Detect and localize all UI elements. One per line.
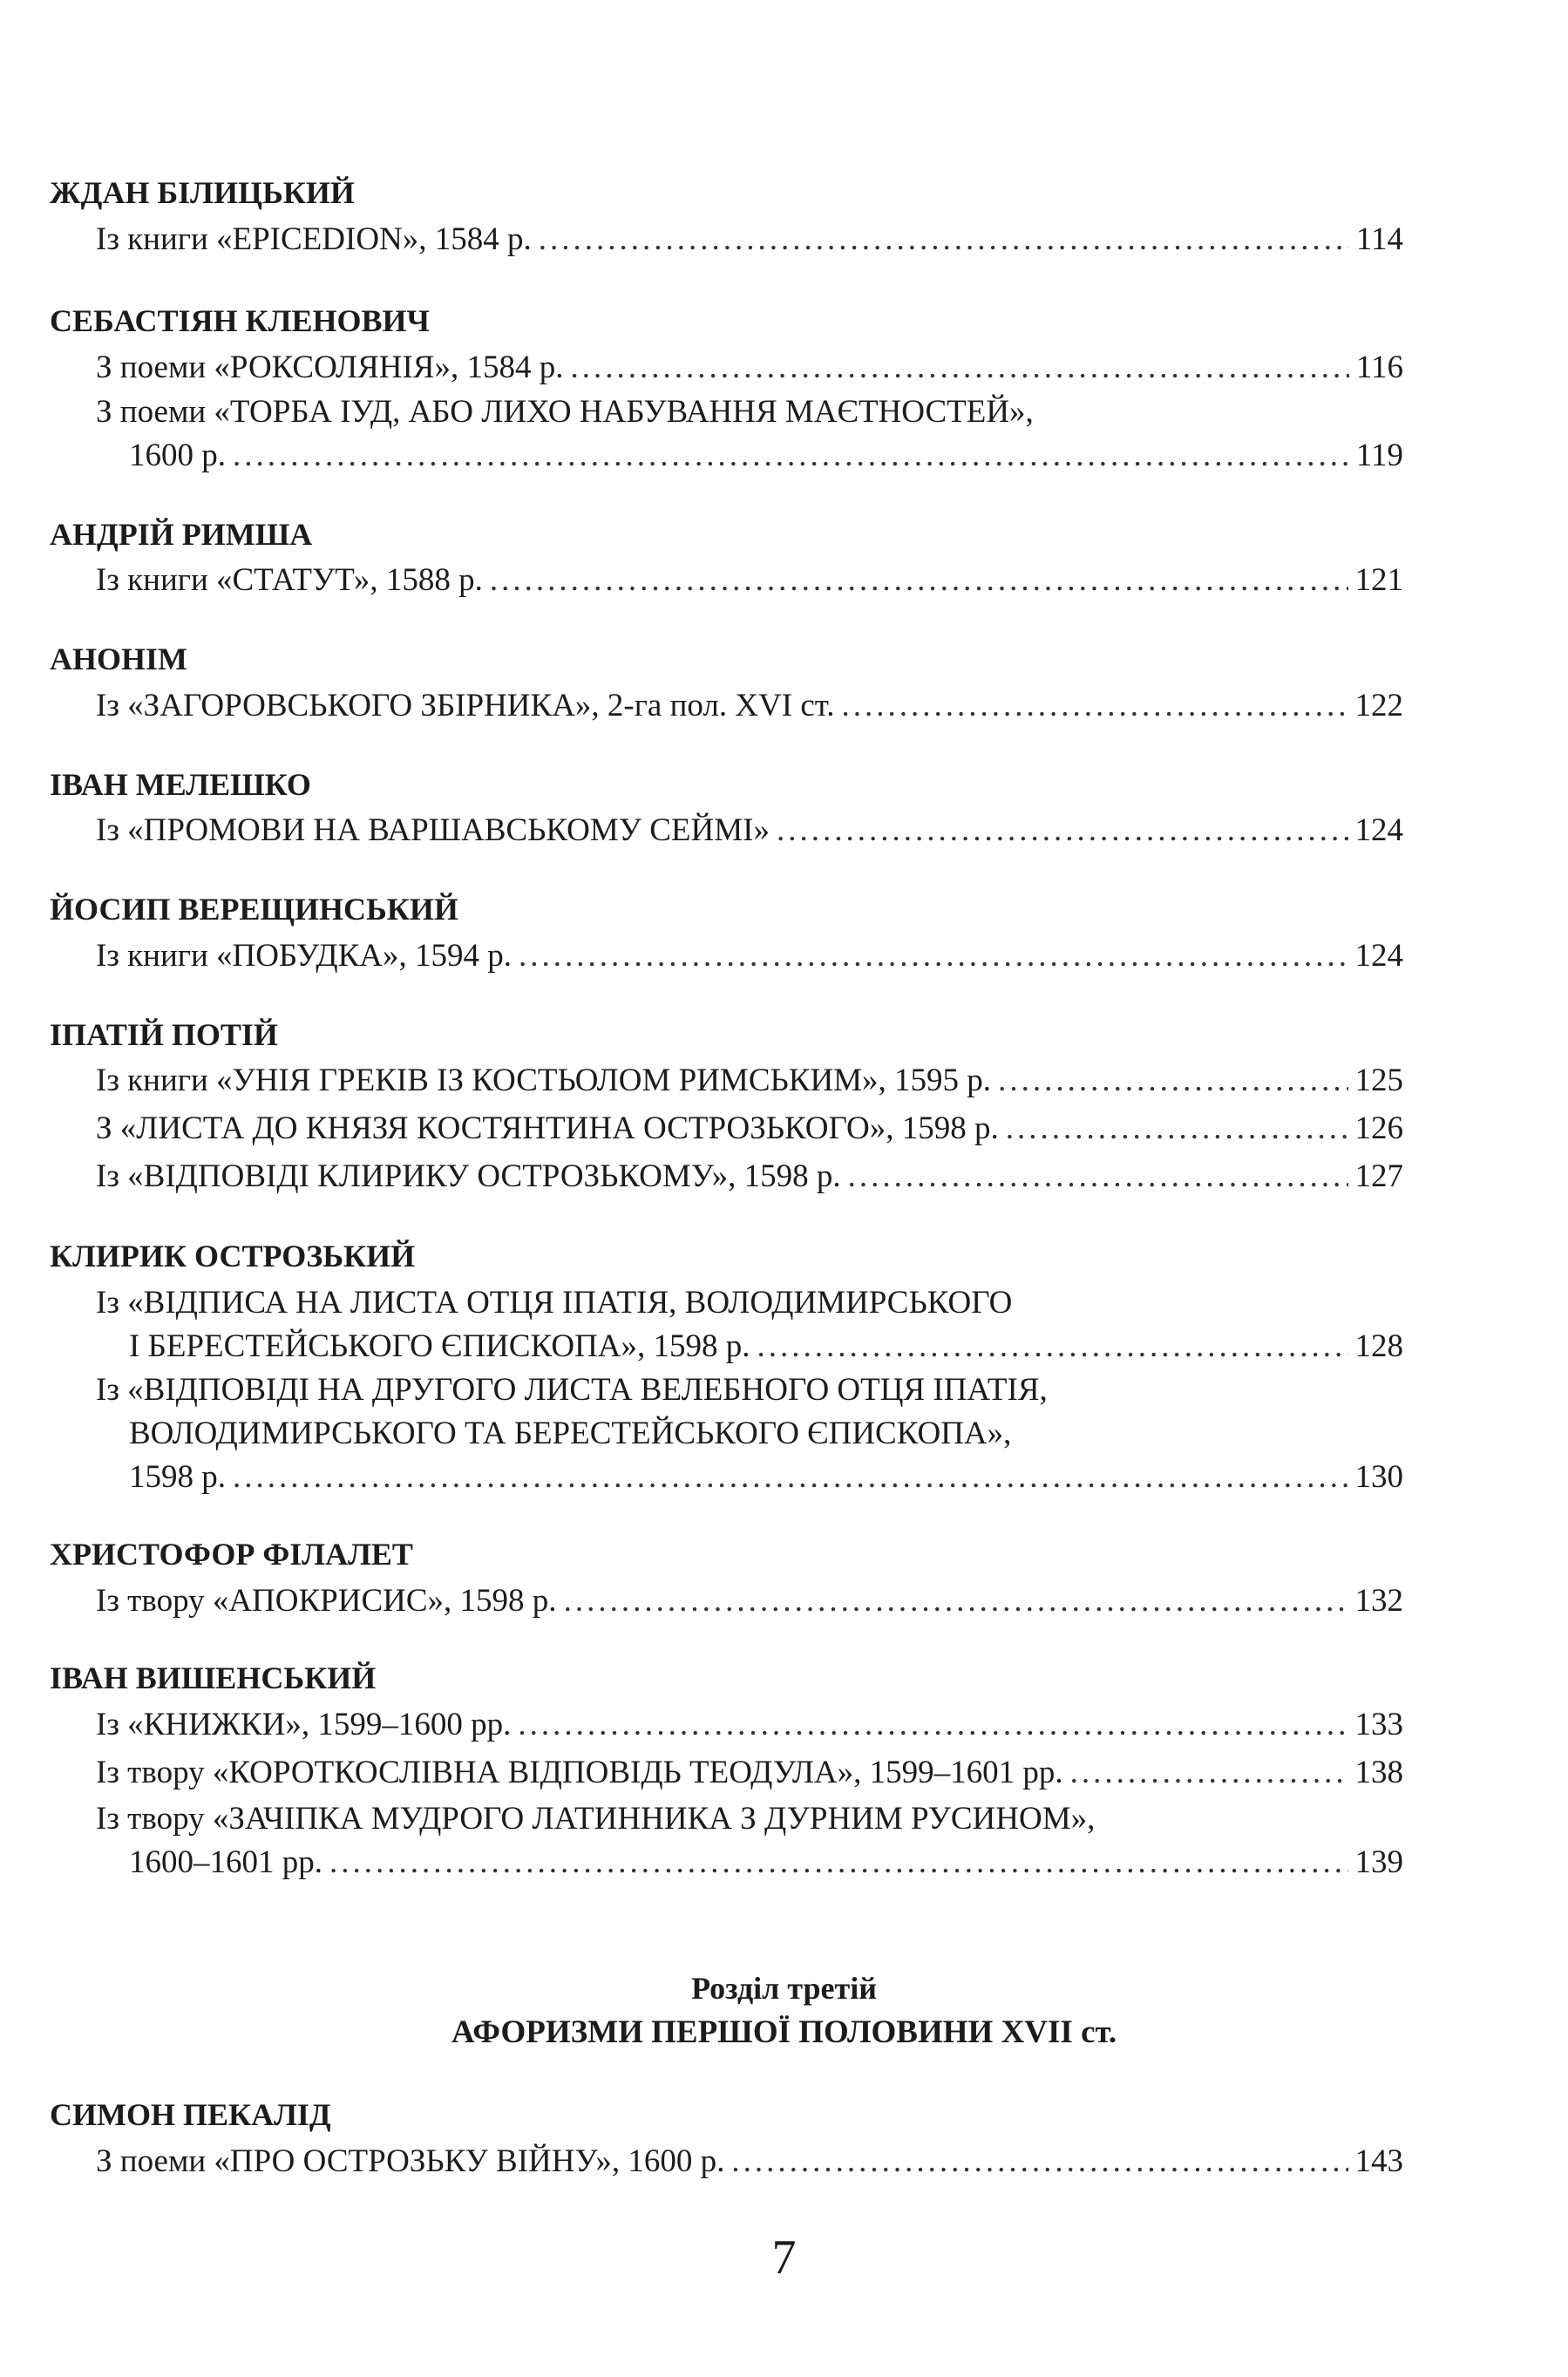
dot-leader bbox=[490, 559, 1348, 602]
section-title: АФОРИЗМИ ПЕРШОЇ ПОЛОВИНИ XVII ст. bbox=[451, 2014, 1117, 2050]
entry-title-continued: 1598 р. bbox=[129, 1459, 226, 1495]
entry-title: Із книги «СТАТУТ», 1588 р. bbox=[96, 562, 483, 598]
page-ref: 127 bbox=[1354, 1158, 1403, 1194]
dot-leader bbox=[841, 684, 1347, 728]
page-ref: 124 bbox=[1354, 938, 1403, 974]
entry-title: З поеми «ТОРБА ІУД, АБО ЛИХО НАБУВАННЯ МАЄТНОСТЕЙ», bbox=[96, 394, 1034, 430]
dot-leader bbox=[570, 346, 1348, 390]
section-label: Розділ третій bbox=[691, 1971, 877, 2006]
toc-entry[interactable] bbox=[96, 391, 1403, 478]
toc-entry[interactable] bbox=[96, 1107, 1403, 1151]
page-ref: 125 bbox=[1354, 1063, 1403, 1098]
author-heading: ЖДАН БІЛИЦЬКИЙ bbox=[50, 175, 355, 210]
entry-title: Із книги «УНІЯ ГРЕКІВ ІЗ КОСТЬОЛОМ РИМСЬКИМ», 1595 р. bbox=[96, 1063, 992, 1098]
dot-leader bbox=[1070, 1751, 1348, 1795]
dot-leader bbox=[848, 1155, 1348, 1199]
page-ref: 119 bbox=[1355, 438, 1403, 473]
toc-entry[interactable] bbox=[96, 218, 1403, 261]
page-number: 7 bbox=[771, 2231, 797, 2285]
toc-entry[interactable] bbox=[96, 809, 1403, 852]
page-ref: 122 bbox=[1354, 688, 1403, 723]
dot-leader bbox=[564, 1579, 1348, 1623]
toc-entry[interactable] bbox=[96, 1281, 1403, 1368]
page-ref: 130 bbox=[1354, 1459, 1403, 1495]
toc-entry[interactable] bbox=[96, 1797, 1403, 1885]
entry-title: Із твору «ЗАЧІПКА МУДРОГО ЛАТИННИКА З ДУРНИМ РУСИНОМ», bbox=[96, 1801, 1096, 1837]
author-heading: СЕБАСТІЯН КЛЕНОВИЧ bbox=[50, 303, 430, 338]
toc-entry[interactable] bbox=[96, 346, 1403, 390]
toc-entry[interactable] bbox=[96, 934, 1403, 978]
dot-leader bbox=[777, 809, 1348, 852]
author-heading: КЛИРИК ОСТРОЗЬКИЙ bbox=[50, 1239, 416, 1273]
toc-entry[interactable] bbox=[96, 2140, 1403, 2183]
author-heading: ІПАТІЙ ПОТІЙ bbox=[50, 1017, 278, 1052]
entry-title-continued: І БЕРЕСТЕЙСЬКОГО ЄПИСКОПА», 1598 р. bbox=[129, 1328, 750, 1364]
entry-title: Із твору «КОРОТКОСЛІВНА ВІДПОВІДЬ ТЕОДУЛА», 1599–1601 рр. bbox=[96, 1755, 1063, 1790]
entry-title: Із «ЗАГОРОВСЬКОГО ЗБІРНИКА», 2-га пол. XVI ст. bbox=[96, 688, 835, 723]
page-ref: 132 bbox=[1354, 1583, 1403, 1619]
toc-entry[interactable] bbox=[96, 1059, 1403, 1103]
entry-title: Із книги «EPICEDION», 1584 р. bbox=[96, 221, 532, 257]
dot-leader bbox=[329, 1841, 1348, 1885]
page-ref: 143 bbox=[1354, 2143, 1403, 2179]
toc-entry[interactable] bbox=[96, 1579, 1403, 1623]
page-ref: 133 bbox=[1354, 1707, 1403, 1742]
toc-entry[interactable] bbox=[96, 1155, 1403, 1199]
page-ref: 138 bbox=[1354, 1755, 1403, 1790]
entry-title: Із «ВІДПИСА НА ЛИСТА ОТЦЯ ІПАТІЯ, ВОЛОДИМИРСЬКОГО bbox=[96, 1285, 1013, 1321]
entry-title: З поеми «ПРО ОСТРОЗЬКУ ВІЙНУ», 1600 р. bbox=[96, 2143, 725, 2179]
toc-entry[interactable] bbox=[96, 1751, 1403, 1795]
entry-title: З поеми «РОКСОЛЯНІЯ», 1584 р. bbox=[96, 350, 564, 385]
author-heading: СИМОН ПЕКАЛІД bbox=[50, 2097, 331, 2132]
author-heading: ХРИСТОФОР ФІЛАЛЕТ bbox=[50, 1537, 413, 1572]
author-heading: ЙОСИП ВЕРЕЩИНСЬКИЙ bbox=[50, 892, 458, 927]
dot-leader bbox=[731, 2140, 1347, 2183]
toc-entry[interactable] bbox=[96, 559, 1403, 602]
entry-title: Із «ВІДПОВІДІ КЛИРИКУ ОСТРОЗЬКОМУ», 1598 р. bbox=[96, 1158, 841, 1194]
dot-leader bbox=[233, 434, 1349, 478]
dot-leader bbox=[539, 218, 1349, 261]
page-ref: 121 bbox=[1354, 562, 1403, 598]
entry-title-continued: 1600–1601 рр. bbox=[129, 1844, 322, 1880]
entry-title-continued: 1600 р. bbox=[129, 438, 226, 473]
dot-leader bbox=[518, 1703, 1347, 1747]
author-heading: ІВАН ВИШЕНСЬКИЙ bbox=[50, 1661, 377, 1695]
author-heading: ІВАН МЕЛЕШКО bbox=[50, 767, 311, 802]
entry-title: Із твору «АПОКРИСИС», 1598 р. bbox=[96, 1583, 557, 1619]
entry-title-continued: ВОЛОДИМИРСЬКОГО ТА БЕРЕСТЕЙСЬКОГО ЄПИСКОПА», bbox=[129, 1416, 1012, 1451]
page-ref: 128 bbox=[1354, 1328, 1403, 1364]
page-ref: 116 bbox=[1355, 350, 1403, 385]
page-ref: 139 bbox=[1354, 1844, 1403, 1880]
dot-leader bbox=[1006, 1107, 1348, 1151]
entry-title: Із «ПРОМОВИ НА ВАРШАВСЬКОМУ СЕЙМІ» bbox=[96, 812, 770, 848]
toc-entry[interactable] bbox=[96, 1368, 1403, 1499]
toc-entry[interactable] bbox=[96, 1703, 1403, 1747]
dot-leader bbox=[757, 1325, 1348, 1368]
page-ref: 126 bbox=[1354, 1110, 1403, 1146]
dot-leader bbox=[998, 1059, 1347, 1103]
page-ref: 114 bbox=[1355, 221, 1403, 257]
dot-leader bbox=[519, 934, 1348, 978]
entry-title: Із книги «ПОБУДКА», 1594 р. bbox=[96, 938, 512, 974]
toc-entry[interactable] bbox=[96, 684, 1403, 728]
page-ref: 124 bbox=[1354, 812, 1403, 848]
entry-title: Із «ВІДПОВІДІ НА ДРУГОГО ЛИСТА ВЕЛЕБНОГО ОТЦЯ ІПАТІЯ, bbox=[96, 1372, 1048, 1408]
entry-title: Із «КНИЖКИ», 1599–1600 рр. bbox=[96, 1707, 512, 1742]
entry-title: З «ЛИСТА ДО КНЯЗЯ КОСТЯНТИНА ОСТРОЗЬКОГО», 1598 р. bbox=[96, 1110, 999, 1146]
author-heading: АНОНІМ bbox=[50, 642, 187, 676]
author-heading: АНДРІЙ РИМША bbox=[50, 517, 313, 552]
dot-leader bbox=[233, 1456, 1348, 1499]
